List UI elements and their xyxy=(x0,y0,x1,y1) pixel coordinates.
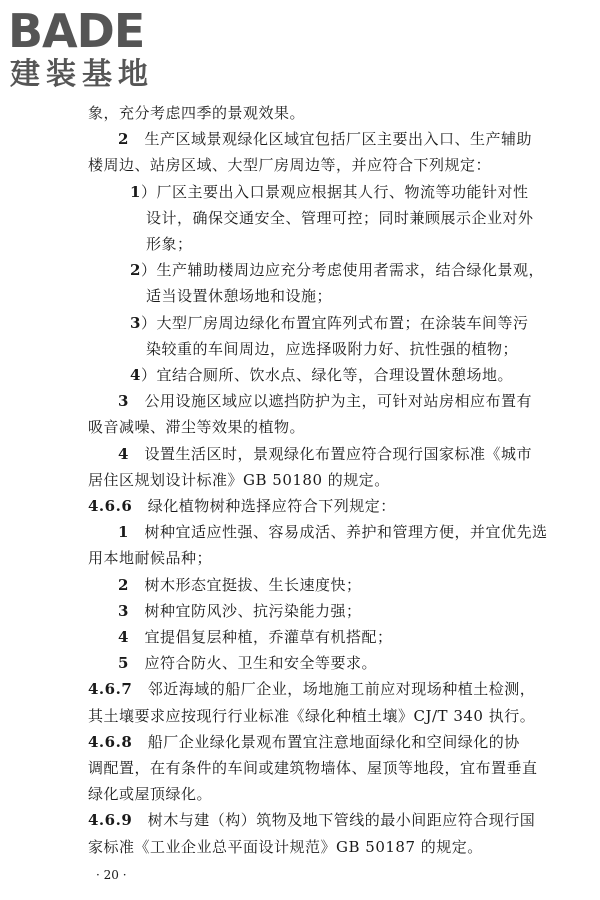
text-line: 4）宜结合厕所、饮水点、绿化等，合理设置休憩场地。 xyxy=(130,366,513,384)
text-line: 3 树种宜防风沙、抗污染能力强； xyxy=(118,601,362,620)
text-line: 4 宜提倡复层种植，乔灌草有机搭配； xyxy=(118,628,393,646)
logo-subtitle: 建装基地 xyxy=(10,57,154,92)
text-line: 居住区规划设计标准》GB 50180 的规定。 xyxy=(88,470,390,489)
text-line: 设计，确保交通安全、管理可控；同时兼顾展示企业对外 xyxy=(146,208,534,227)
text-line: 3 公用设施区域应以遮挡防护为主，可针对站房相应布置有 xyxy=(118,392,532,411)
text-line: 2）生产辅助楼周边应充分考虑使用者需求，结合绿化景观， xyxy=(130,261,544,280)
clause-heading: 4.6.7 邻近海域的船厂企业，场地施工前应对现场种植土检测， xyxy=(88,680,536,699)
text-line: 1 树种宜适应性强、容易成活、养护和管理方便，并宜优先选 xyxy=(118,523,548,542)
text-line: 绿化或屋顶绿化。 xyxy=(88,785,213,804)
text-line: 2 生产区域景观绿化区域宜包括厂区主要出入口、生产辅助 xyxy=(118,130,532,149)
page-number: · 20 · xyxy=(96,867,127,882)
text-line: 1）厂区主要出入口景观应根据其人行、物流等功能针对性 xyxy=(130,182,529,201)
text-line: 3）大型厂房周边绿化布置宜阵列式布置；在涂装车间等污 xyxy=(130,313,529,332)
text-line: 吸音减噪、滞尘等效果的植物。 xyxy=(88,418,306,437)
clause-heading: 4.6.6 绿化植物树种选择应符合下列规定： xyxy=(88,497,396,515)
bade-logo xyxy=(8,6,178,92)
text-line: 4 设置生活区时，景观绿化布置应符合现行国家标准《城市 xyxy=(118,444,532,463)
logo-brand: BADE xyxy=(8,4,145,58)
text-line: 调配置，在有条件的车间或建筑物墙体、屋顶等地段，宜布置垂直 xyxy=(88,759,538,777)
text-line: 用本地耐候品种； xyxy=(88,549,213,568)
text-line: 形象； xyxy=(146,235,193,253)
clause-heading: 4.6.8 船厂企业绿化景观布置宜注意地面绿化和空间绿化的协 xyxy=(88,732,520,751)
text-line: 家标准《工业企业总平面设计规范》GB 50187 的规定。 xyxy=(88,837,483,856)
text-line: 染较重的车间周边，应选择吸附力好、抗性强的植物； xyxy=(146,339,519,358)
text-line: 5 应符合防火、卫生和安全等要求。 xyxy=(118,654,377,673)
text-line: 象，充分考虑四季的景观效果。 xyxy=(88,104,306,122)
text-line: 2 树木形态宜挺拔、生长速度快； xyxy=(118,575,362,594)
text-line: 适当设置休憩场地和设施； xyxy=(146,287,333,306)
text-line: 其土壤要求应按现行行业标准《绿化种植土壤》CJ/T 340 执行。 xyxy=(88,706,536,725)
clause-heading: 4.6.9 树木与建（构）筑物及地下管线的最小间距应符合现行国 xyxy=(88,811,536,830)
text-line: 楼周边、站房区域、大型厂房周边等，并应符合下列规定： xyxy=(88,156,492,175)
